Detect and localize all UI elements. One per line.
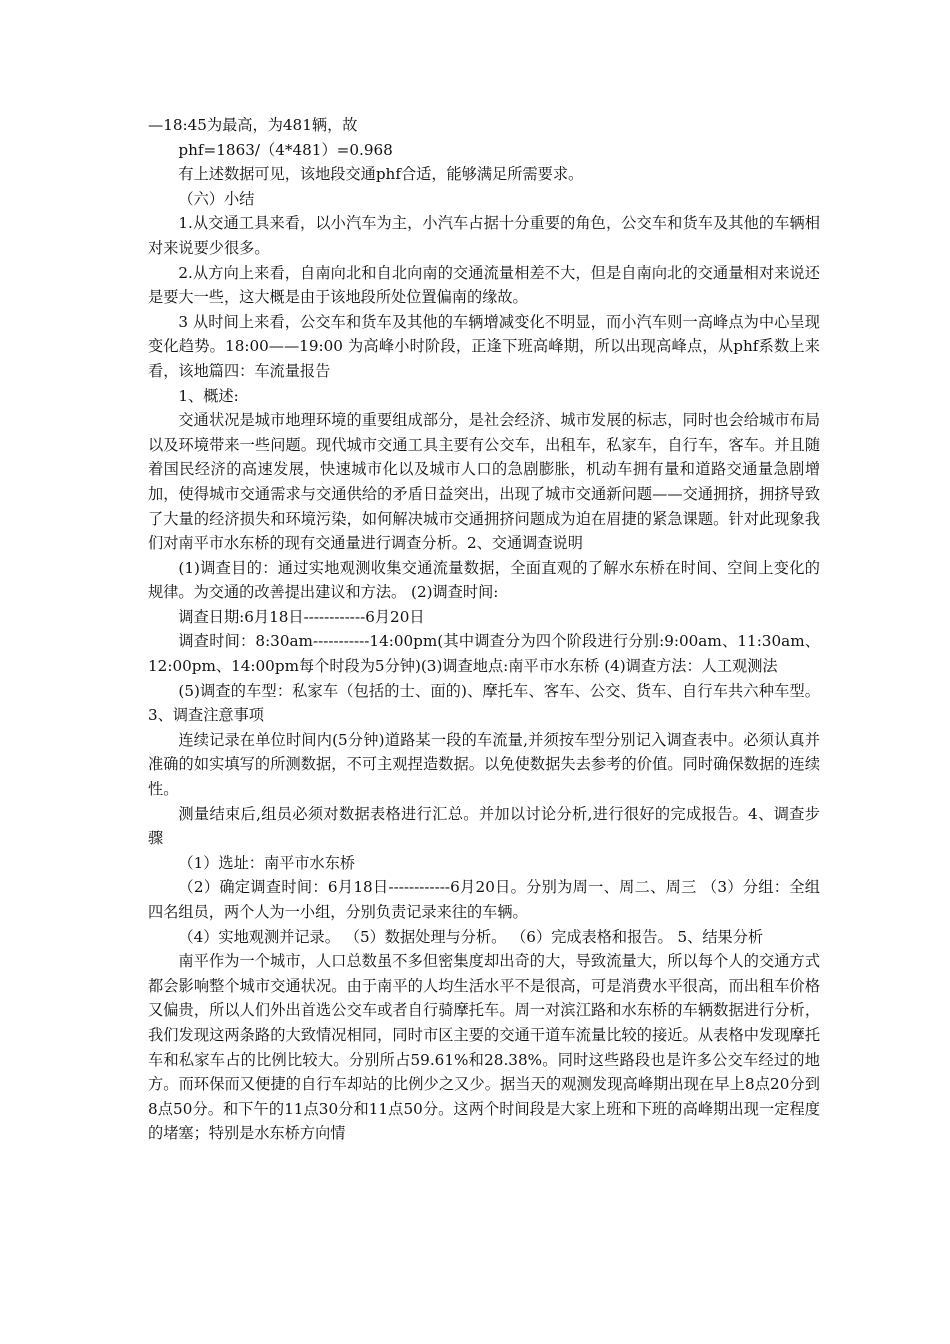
paragraph-16: （1）选址：南平市水东桥 [178,853,356,872]
paragraph-1: —18:45为最高，为481辆，故 [148,116,358,134]
paragraph-2: phf=1863/（4*481）=0.968 [178,140,393,159]
paragraph-14: 连续记录在单位时间内(5分钟)道路某一段的车流量,并须按车型分别记入调查表中。必须认真并准确的如实填写的所测数据，不可主观捏造数据。以免使数据失去参考的价值。同时确保数据的连续性。 [148,730,820,799]
paragraph-12: 调查时间：8:30am-----------14:00pm(其中调查分为四个阶段进行分别:9:00am、11:30am、12:00pm、14:00pm每个时段为5分钟)(3)调查地点:南平市水东桥 (4)调查方法：人工观测法 [148,632,820,676]
paragraph-13: (5)调查的车型：私家车（包括的士、面的)、摩托车、客车、公交、货车、自行车共六种车型。 3、调查注意事项 [148,681,820,725]
section-heading-summary: （六）小结 [178,189,255,208]
document-body [148,113,820,1146]
paragraph-9: 交通状况是城市地理环境的重要组成部分，是社会经济、城市发展的标志，同时也会给城市布局以及环境带来一些问题。现代城市交通工具主要有公交车，出租车，私家车，自行车，客车。并且随着国民经济的高速发展，快速城市化以及城市人口的急剧膨胀，机动车拥有量和道路交通量急剧增加，使得城市交通需求与交通供给的矛盾日益突出，出现了城市交通新问题——交通拥挤，拥挤导致了大量的经济损失和环境污染，如何解决城市交通拥挤问题成为迫在眉捷的紧急课题。针对此现象我们对南平市水东桥的现有交通量进行调查分析。2、交通调查说明 [148,411,820,553]
paragraph-15: 测量结束后,组员必须对数据表格进行汇总。并加以讨论分析,进行很好的完成报告。4、调查步骤 [148,804,820,848]
paragraph-3: 有上述数据可见，该地段交通phf合适，能够满足所需要求。 [178,165,584,184]
paragraph-19: 南平作为一个城市，人口总数虽不多但密集度却出奇的大，导致流量大，所以每个人的交通方式都会影响整个城市交通状况。由于南平的人均生活水平不是很高，可是消费水平很高，而出租车价格又偏贵，所以人们外出首选公交车或者自行骑摩托车。周一对滨江路和水东桥的车辆数据进行分析，我们发现这两条路的大致情况相同，同时市区主要的交通干道车流量比较的接近。从表格中发现摩托车和私家车占的比例比较大。分别所占59.61%和28.38%。同时这些路段也是许多公交车经过的地方。而环保而又便捷的自行车却站的比例少之又少。据当天的观测发现高峰期出现在早上8点20分到8点50分。和下午的11点30分和11点50分。这两个时间段是大家上班和下班的高峰期出现一定程度的堵塞；特别是水东桥方向情 [148,952,820,1143]
paragraph-11: 调查日期:6月18日------------6月20日 [178,607,425,626]
paragraph-6: 2.从方向上来看，自南向北和自北向南的交通流量相差不大，但是自南向北的交通量相对来说还是要大一些，这大概是由于该地段所处位置偏南的缘故。 [148,263,820,307]
paragraph-18: （4）实地观测并记录。 （5）数据处理与分析。 （6）完成表格和报告。 5、结果分析 [178,927,764,946]
paragraph-7: 3 从时间上来看，公交车和货车及其他的车辆增减变化不明显，而小汽车则一高峰点为中心呈现变化趋势。18:00——19:00 为高峰小时阶段，正逢下班高峰期，所以出现高峰点，从phf系数上来看，该地篇四：车流量报告 [148,312,820,380]
paragraph-17: （2）确定调查时间：6月18日------------6月20日。分别为周一、周二、周三 （3）分组：全组四名组员，两个人为一小组，分别负责记录来往的车辆。 [148,878,820,921]
paragraph-5: 1.从交通工具来看，以小汽车为主，小汽车占据十分重要的角色，公交车和货车及其他的车辆相对来说要少很多。 [148,214,820,257]
section-heading-overview: 1、概述: [178,386,239,405]
paragraph-10: (1)调查目的：通过实地观测收集交通流量数据，全面直观的了解水东桥在时间、空间上变化的规律。为交通的改善提出建议和方法。 (2)调查时间: [148,558,820,602]
